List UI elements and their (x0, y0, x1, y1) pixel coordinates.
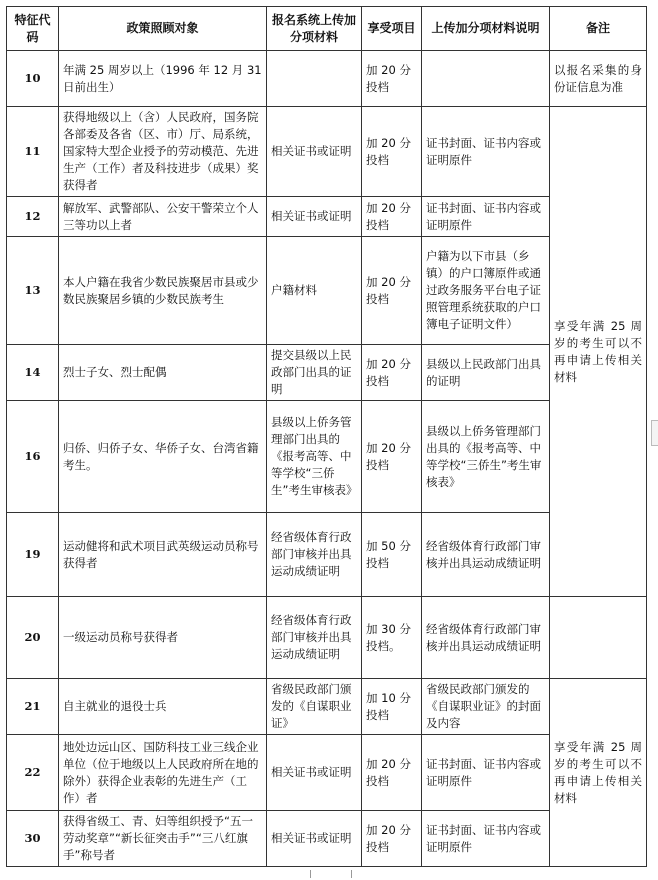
row-explain: 证书封面、证书内容或证明原件 (422, 197, 550, 237)
note-cell: 享受年满 25 周岁的考生可以不再申请上传相关材料 (550, 679, 647, 867)
row-target: 归侨、归侨子女、华侨子女、台湾省籍考生。 (59, 401, 267, 513)
row-target: 地处边远山区、国防科技工业三线企业单位（位于地级以上人民政府所在地的除外）获得企业表彰的先进生产（工作）者 (59, 735, 267, 811)
row-target: 运动健将和武术项目武英级运动员称号获得者 (59, 513, 267, 597)
row-explain: 经省级体育行政部门审核并出具运动成绩证明 (422, 597, 550, 679)
policy-table (6, 6, 647, 867)
header-row (7, 7, 647, 51)
row-target: 获得地级以上（含）人民政府，国务院各部委及各省（区、市）厅、局系统，国家特大型企业授予的劳动模范、先进生产（工作）者及科技进步（成果）奖获得者 (59, 107, 267, 197)
row-code: 21 (7, 679, 59, 735)
row-explain (422, 51, 550, 107)
table-row (7, 597, 647, 679)
row-material: 户籍材料 (267, 237, 362, 345)
row-material: 经省级体育行政部门审核并出具运动成绩证明 (267, 597, 362, 679)
row-code: 10 (7, 51, 59, 107)
row-code: 13 (7, 237, 59, 345)
row-explain: 县级以上侨务管理部门出具的《报考高等、中等学校“三侨生”考生审核表》 (422, 401, 550, 513)
row-target: 年满 25 周岁以上（1996 年 12 月 31 日前出生） (59, 51, 267, 107)
row-item: 加 20 分投档 (362, 237, 422, 345)
row-code: 30 (7, 811, 59, 867)
row-target: 自主就业的退役士兵 (59, 679, 267, 735)
page-footer-mark (310, 870, 352, 878)
row-item: 加 20 分投档 (362, 107, 422, 197)
row-item: 加 20 分投档 (362, 401, 422, 513)
row-target: 烈士子女、烈士配偶 (59, 345, 267, 401)
row-code: 11 (7, 107, 59, 197)
header-target: 政策照顾对象 (59, 7, 267, 51)
table-row (7, 51, 647, 107)
row-material: 省级民政部门颁发的《自谋职业证》 (267, 679, 362, 735)
row-explain: 证书封面、证书内容或证明原件 (422, 811, 550, 867)
header-material: 报名系统上传加分项材料 (267, 7, 362, 51)
row-target: 解放军、武警部队、公安干警荣立个人三等功以上者 (59, 197, 267, 237)
row-explain: 经省级体育行政部门审核并出具运动成绩证明 (422, 513, 550, 597)
row-material: 县级以上侨务管理部门出具的《报考高等、中等学校“三侨生”考生审核表》 (267, 401, 362, 513)
header-note: 备注 (550, 7, 647, 51)
row-code: 19 (7, 513, 59, 597)
row-item: 加 20 分投档 (362, 735, 422, 811)
side-resize-handle[interactable] (651, 420, 658, 446)
row-item: 加 20 分投档 (362, 345, 422, 401)
row-material: 相关证书或证明 (267, 107, 362, 197)
row-target: 获得省级工、青、妇等组织授予“五一劳动奖章”“新长征突击手”“三八红旗手”称号者 (59, 811, 267, 867)
row-material: 提交县级以上民政部门出具的证明 (267, 345, 362, 401)
row-item: 加 20 分投档 (362, 811, 422, 867)
row-material: 相关证书或证明 (267, 811, 362, 867)
row-item: 加 10 分投档 (362, 679, 422, 735)
row-explain: 证书封面、证书内容或证明原件 (422, 735, 550, 811)
row-item: 加 20 分投档 (362, 51, 422, 107)
row-item: 加 20 分投档 (362, 197, 422, 237)
table-row (7, 107, 647, 197)
row-explain: 证书封面、证书内容或证明原件 (422, 107, 550, 197)
row-target: 本人户籍在我省少数民族聚居市县或少数民族聚居乡镇的少数民族考生 (59, 237, 267, 345)
row-code: 14 (7, 345, 59, 401)
row-target: 一级运动员称号获得者 (59, 597, 267, 679)
note-cell: 享受年满 25 周岁的考生可以不再申请上传相关材料 (550, 107, 647, 597)
row-material: 相关证书或证明 (267, 735, 362, 811)
table-row (7, 679, 647, 735)
header-code: 特征代码 (7, 7, 59, 51)
note-cell: 以报名采集的身份证信息为准 (550, 51, 647, 107)
row-code: 12 (7, 197, 59, 237)
row-explain: 户籍为以下市县（乡镇）的户口簿原件或通过政务服务平台电子证照管理系统获取的户口簿电子证明文件） (422, 237, 550, 345)
row-item: 加 30 分投档。 (362, 597, 422, 679)
row-code: 16 (7, 401, 59, 513)
row-explain: 省级民政部门颁发的《自谋职业证》的封面及内容 (422, 679, 550, 735)
row-material: 相关证书或证明 (267, 197, 362, 237)
header-item: 享受项目 (362, 7, 422, 51)
header-explain: 上传加分项材料说明 (422, 7, 550, 51)
row-material: 经省级体育行政部门审核并出具运动成绩证明 (267, 513, 362, 597)
row-explain: 县级以上民政部门出具的证明 (422, 345, 550, 401)
row-code: 20 (7, 597, 59, 679)
row-item: 加 50 分投档 (362, 513, 422, 597)
row-material (267, 51, 362, 107)
row-code: 22 (7, 735, 59, 811)
